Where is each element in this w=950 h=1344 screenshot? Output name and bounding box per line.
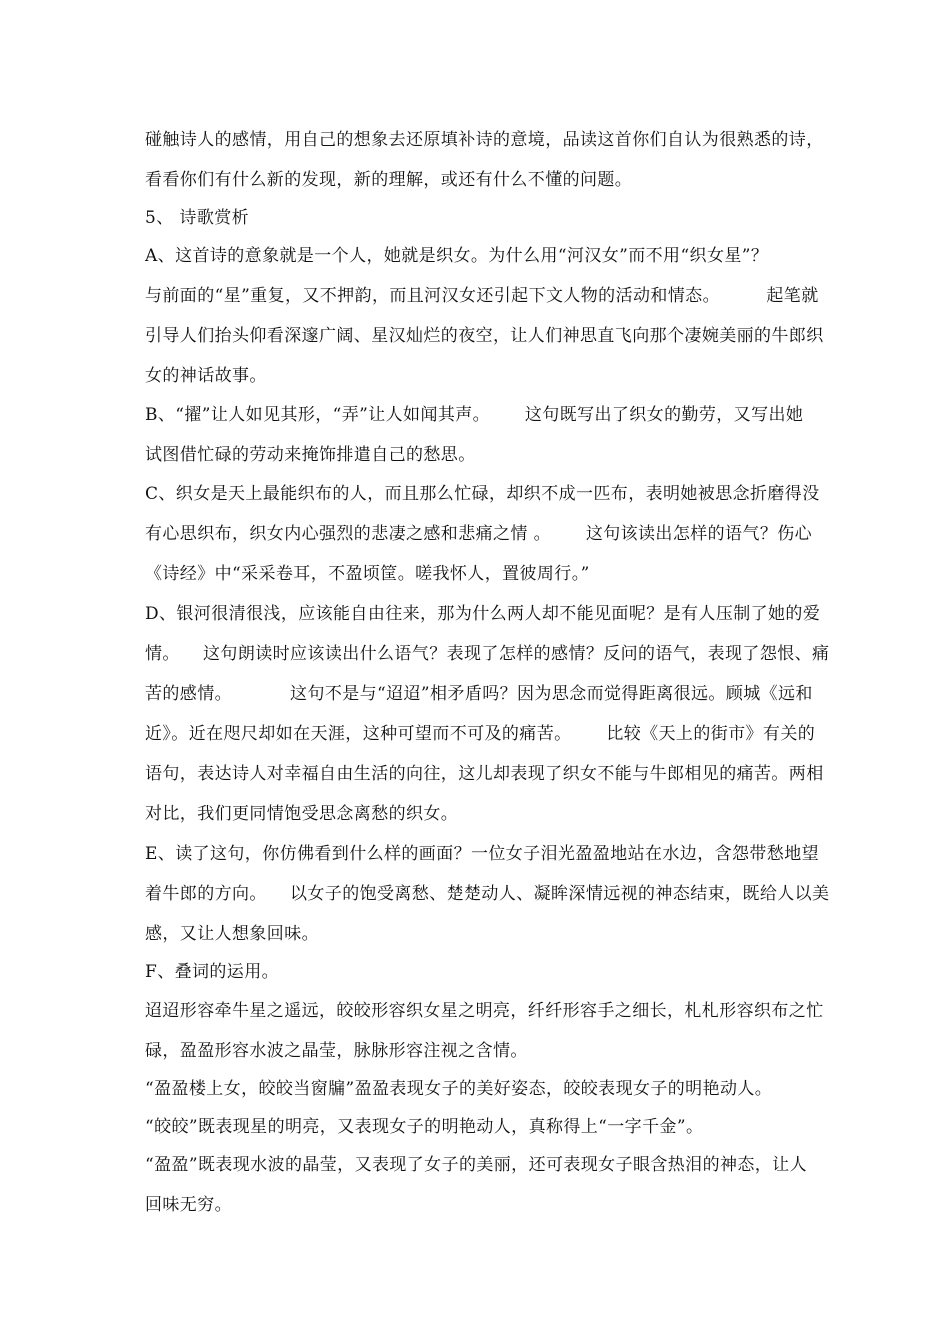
text-line: 与前面的“星”重复，又不押韵，而且河汉女还引起下文人物的活动和情态。 起笔就 — [145, 286, 819, 306]
text-line: A、这首诗的意象就是一个人，她就是织女。为什么用“河汉女”而不用“织女星”？ — [145, 246, 769, 266]
section-heading: 5、 诗歌赏析 — [145, 208, 250, 228]
text-line: E、读了这句，你仿佛看到什么样的画面？一位女子泪光盈盈地站在水边，含怨带愁地望 — [145, 844, 820, 864]
text-line: B、“擢”让人如见其形，“弄”让人如闻其声。 这句既写出了织女的勤劳，又写出她 — [145, 405, 804, 425]
text-line: C、织女是天上最能织布的人，而且那么忙碌，却织不成一匹布，表明她被思念折磨得没 — [145, 484, 820, 504]
text-line: 迢迢形容牵牛星之遥远，皎皎形容织女星之明亮，纤纤形容手之细长，札札形容织布之忙 — [145, 1001, 824, 1021]
text-line: 着牛郎的方向。 以女子的饱受离愁、楚楚动人、凝眸深情远视的神态结束，既给人以美 — [145, 884, 830, 904]
text-line: 苦的感情。 这句不是与“迢迢”相矛盾吗？因为思念而觉得距离很远。顾城《远和 — [145, 684, 813, 704]
text-line: 近》。近在咫尺却如在天涯，这种可望而不可及的痛苦。 比较《天上的街市》有关的 — [145, 724, 816, 744]
text-line: “盈盈楼上女，皎皎当窗牖”盈盈表现女子的美好姿态，皎皎表现女子的明艳动人。 — [145, 1079, 773, 1099]
text-line: 回味无穷。 — [145, 1195, 232, 1215]
text-line: 看看你们有什么新的发现，新的理解，或还有什么不懂的问题。 — [145, 170, 633, 190]
text-line: 语句，表达诗人对幸福自由生活的向往，这儿却表现了织女不能与牛郎相见的痛苦。两相 — [145, 764, 824, 784]
text-line: 《诗经》中“采采卷耳，不盈顷筐。嗟我怀人，置彼周行。” — [145, 564, 590, 584]
text-line: F、叠词的运用。 — [145, 962, 279, 982]
text-line: 有心思织布，织女内心强烈的悲凄之感和悲痛之情 。 这句该读出怎样的语气？伤心 — [145, 524, 813, 544]
text-line: 试图借忙碌的劳动来掩饰排遣自己的愁思。 — [145, 445, 476, 465]
text-line: 感，又让人想象回味。 — [145, 924, 319, 944]
text-line: 碰触诗人的感情，用自己的想象去还原填补诗的意境，品读这首你们自认为很熟悉的诗， — [145, 130, 824, 150]
text-line: 引导人们抬头仰看深邃广阔、星汉灿烂的夜空，让人们神思直飞向那个凄婉美丽的牛郎织 — [145, 326, 824, 346]
text-line: 对比，我们更同情饱受思念离愁的织女。 — [145, 804, 459, 824]
text-line: “皎皎”既表现星的明亮，又表现女子的明艳动人，真称得上“一字千金”。 — [145, 1117, 704, 1137]
text-line: 碌，盈盈形容水波之晶莹，脉脉形容注视之含情。 — [145, 1041, 528, 1061]
text-line: “盈盈”既表现水波的晶莹，又表现了女子的美丽，还可表现女子眼含热泪的神态，让人 — [145, 1155, 807, 1175]
text-line: 女的神话故事。 — [145, 366, 267, 386]
text-line: 情。 这句朗读时应该读出什么语气？表现了怎样的感情？反问的语气，表现了怨恨、痛 — [145, 644, 830, 664]
text-line: D、银河很清很浅，应该能自由往来，那为什么两人却不能见面呢？是有人压制了她的爱 — [145, 604, 821, 624]
